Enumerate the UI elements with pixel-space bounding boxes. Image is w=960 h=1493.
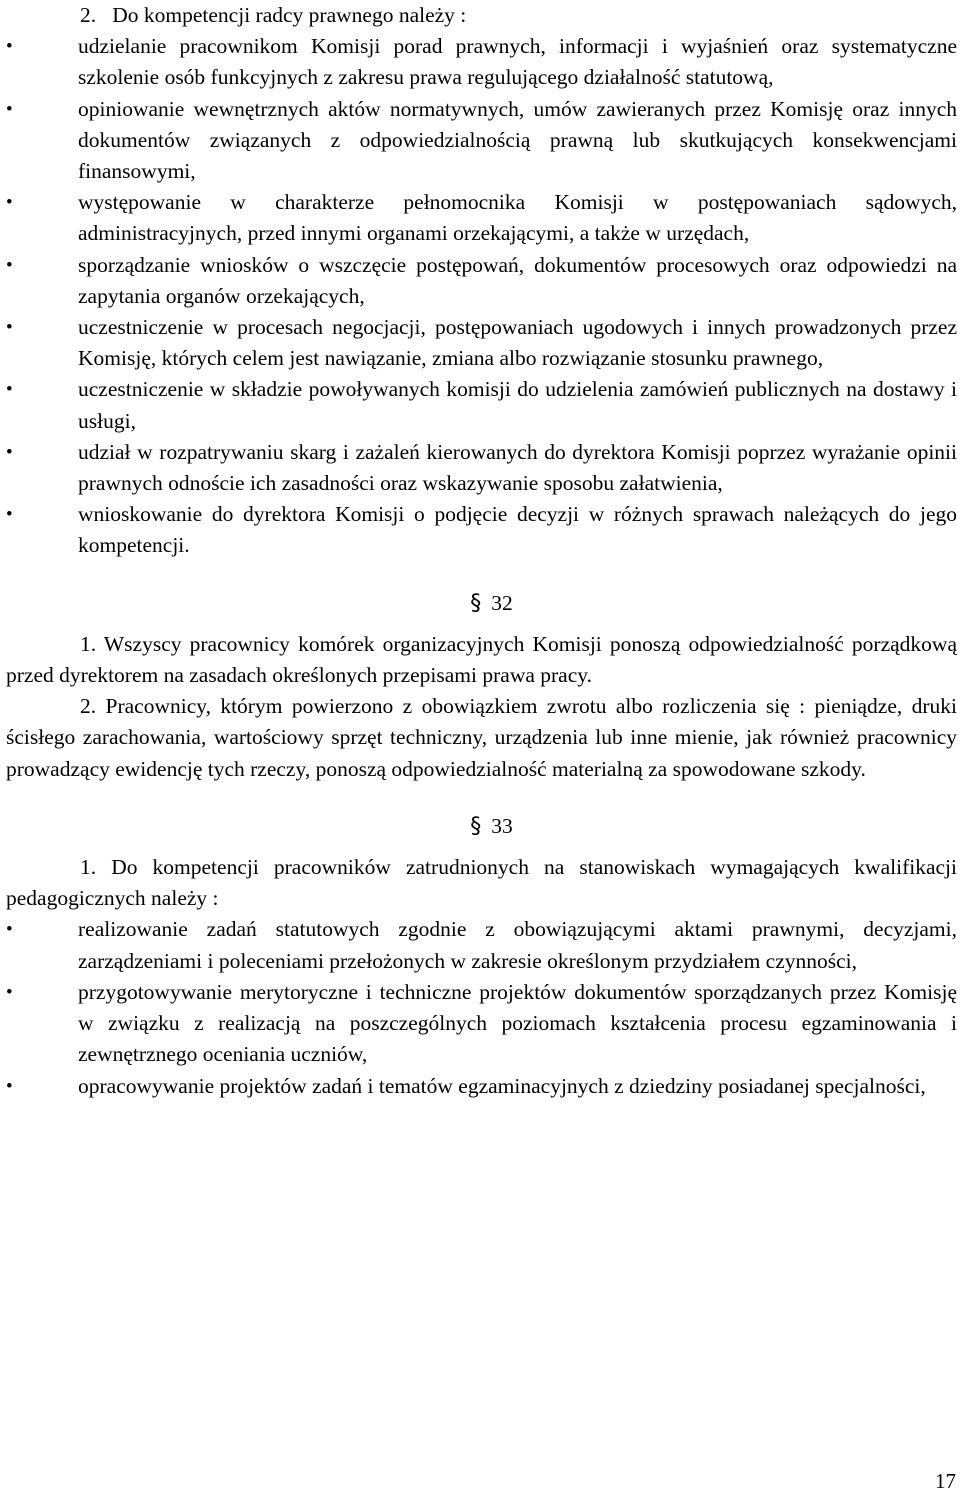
- document-page: [6, 0, 957, 1102]
- list-item: • opiniowanie wewnętrznych aktów normatywnych, umów zawieranych przez Komisję oraz innych dokumentów związanych z odpowiedzialnością prawną lub skutkujących konsekwencjami finansowymi,: [6, 94, 957, 188]
- bullet-icon: •: [6, 919, 13, 941]
- list-item: • przygotowywanie merytoryczne i techniczne projektów dokumentów sporządzanych przez Komisję w związku z realizacją na poszczególnych poziomach kształcenia procesu egzaminowania i zewnętrznego oceniania uczniów,: [6, 977, 957, 1071]
- bullet-icon: •: [6, 192, 13, 214]
- bullet-icon: •: [6, 504, 13, 526]
- list-item: • udzielanie pracownikom Komisji porad prawnych, informacji i wyjaśnień oraz systematyczne szkolenie osób funkcyjnych z zakresu prawa regulującego działalność statutową,: [6, 31, 957, 93]
- bullet-icon: •: [6, 317, 13, 339]
- section-32-heading: § 32: [470, 590, 513, 616]
- bullet-icon: •: [6, 379, 13, 401]
- list-item: • opracowywanie projektów zadań i tematów egzaminacyjnych z dziedziny posiadanej specjalności,: [6, 1071, 957, 1102]
- bullet-icon: •: [6, 1075, 13, 1097]
- section-sign-icon: §: [470, 813, 482, 839]
- section-sign-icon: §: [470, 590, 482, 616]
- list-item: • uczestniczenie w procesach negocjacji, postępowaniach ugodowych i innych prowadzonych przez Komisję, których celem jest nawiązanie, zmiana albo rozwiązanie stosunku prawnego,: [6, 312, 957, 374]
- page-number: 17: [935, 1469, 956, 1493]
- section32-paragraph-2: 2. Pracownicy, którym powierzono z obowiązkiem zwrotu albo rozliczenia się : pieniądze, druki ścisłego zarachowania, wartościowy sprzęt techniczny, urządzenia lub inne mienie, jak również pracownicy prowadzący ewidencję tych rzeczy, ponoszą odpowiedzialność materialną za spowodowane szkody.: [6, 694, 957, 781]
- radca-competencies-list: [6, 31, 957, 561]
- section33-paragraph-1: 1. Do kompetencji pracowników zatrudnionych na stanowiskach wymagających kwalifikacji pedagogicznych należy :: [6, 855, 957, 911]
- bullet-icon: •: [6, 36, 13, 58]
- list-item: • uczestniczenie w składzie powoływanych komisji do udzielenia zamówień publicznych na dostawy i usługi,: [6, 374, 957, 436]
- list-item: • realizowanie zadań statutowych zgodnie z obowiązującymi aktami prawnymi, decyzjami, zarządzeniami i poleceniami przełożonych w zakresie określonym przydziałem czynności,: [6, 914, 957, 976]
- list-item: • występowanie w charakterze pełnomocnika Komisji w postępowaniach sądowych, administracyjnych, przed innymi organami orzekającymi, a także w urzędach,: [6, 187, 957, 249]
- list-item: • udział w rozpatrywaniu skarg i zażaleń kierowanych do dyrektora Komisji poprzez wyrażanie opinii prawnych odnoście ich zasadności oraz wskazywanie sposobu załatwienia,: [6, 437, 957, 499]
- list-item: • wnioskowanie do dyrektora Komisji o podjęcie decyzji w różnych sprawach należących do jego kompetencji.: [6, 499, 957, 561]
- bullet-icon: •: [6, 98, 13, 120]
- section32-paragraph-1: 1. Wszyscy pracownicy komórek organizacyjnych Komisji ponoszą odpowiedzialność porządkową przed dyrektorem na zasadach określonych przepisami prawa pracy.: [6, 631, 957, 688]
- section-33-heading: § 33: [470, 813, 513, 839]
- pedagogical-competencies-list: [6, 914, 957, 1101]
- list-item: • sporządzanie wniosków o wszczęcie postępowań, dokumentów procesowych oraz odpowiedzi na zapytania organów orzekających,: [6, 250, 957, 312]
- bullet-icon: •: [6, 441, 13, 463]
- section31-intro: 2. Do kompetencji radcy prawnego należy :: [80, 3, 467, 27]
- bullet-icon: •: [6, 981, 13, 1003]
- bullet-icon: •: [6, 254, 13, 276]
